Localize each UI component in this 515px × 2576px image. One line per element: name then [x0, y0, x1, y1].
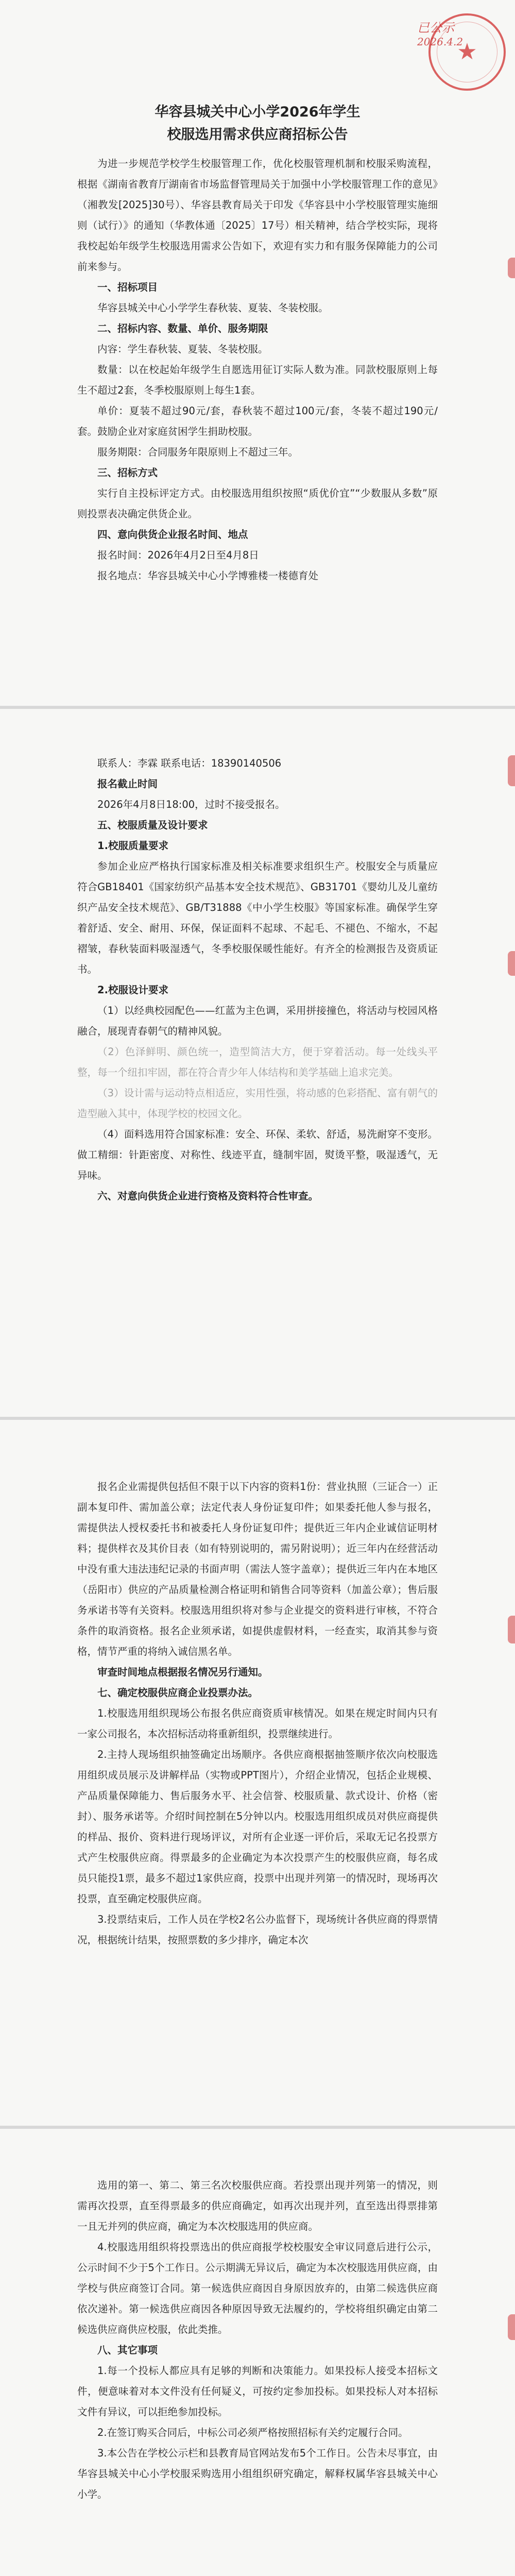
design-heading: 2.校服设计要求	[97, 984, 168, 996]
page-edge-mark	[508, 951, 515, 976]
materials-paragraph: 报名企业需提供包括但不限于以下内容的资料1份：营业执照（三证合一）正副本复印件、需加盖公章；法定代表人身份证复印件；如果委托他人参与报名，需提供法人授权委托书和被委托人身份证复印件；提供近三年内企业诚信证明材料；提供样衣及其价目表（如有特别说明的，需另附说明）；近三年内在经营活动中没有重大违法违纪记录的书面声明（需法人签字盖章）；提供近三年内在本地区（岳阳市）供应的产品质量检测合格证明和销售合同等资料（加盖公章）；售后服务承诺书等有关资料。校服选用组织将对参与企业提交的资料进行审核，不符合条件的取消资格。报名企业须承诺，如提供虚假材料，一经查实，取消其参与资格，情节严重的将纳入诚信黑名单。	[77, 1481, 438, 1657]
page-4-content	[77, 2175, 438, 2576]
voting-rule-3: 3.投票结束后，工作人员在学校2名公办监督下，现场统计各供应商的得票情况，根据统计结果，按照票数的多少排序，确定本次	[77, 1913, 438, 1946]
contact-line: 联系人：李霖 联系电话：18390140506	[97, 757, 282, 769]
section-5-heading: 五、校服质量及设计要求	[97, 819, 208, 831]
section-7-heading: 七、确定校服供应商企业投票办法。	[97, 1687, 259, 1699]
voting-rule-4: 4.校服选用组织将投票选出的供应商报学校校服安全审议同意后进行公示，公示时间不少于5个工作日。公示期满无异议后，确定为本次校服选用供应商，由学校与供应商签订合同。第一候选供应商因自身原因放弃的，由第二候选供应商依次递补。第一候选供应商因各种原因导致无法履约的，学校将组织确定由第二候选供应商供应校服，依此类推。	[77, 2241, 438, 2335]
official-seal: ★	[428, 13, 506, 91]
other-item-3: 3.本公告在学校公示栏和县教育局官网站发布5个工作日。公告未尽事宜，由华容县城关中心小学校服采购选用小组组织研究确定，解释权属华容县城关中心小学。	[77, 2447, 438, 2500]
intro-paragraph: 为进一步规范学校学生校服管理工作，优化校服管理机制和校服采购流程，根据《湖南省教育厅湖南省市场监督管理局关于加强中小学校服管理工作的意见》（湘教发[2025]30号）、华容县教育局关于印发《华容县中小学校服管理实施细则（试行）》的通知（华教体通〔2025〕17号）相关精神，结合学校实际，现将我校起始年级学生校服选用需求公告如下，欢迎有实力和有服务保障能力的公司前来参与。	[77, 158, 438, 273]
page-edge-mark	[508, 2314, 515, 2340]
design-item-2: （2）色泽鲜明、颜色统一，造型简洁大方，便于穿着活动。每一处线头平整，每一个纽扣牢固，都在符合青少年人体结构和美学基础上追求完美。	[77, 1046, 438, 1078]
quality-heading: 1.校服质量要求	[97, 840, 168, 852]
page-edge-mark	[508, 755, 515, 786]
design-item-4: （4）面料选用符合国家标准：安全、环保、柔软、舒适，易洗耐穿不变形。做工精细：针距密度、对称性、线迹平直，缝制牢固，熨烫平整，吸湿透气，无异味。	[77, 1128, 438, 1181]
voting-rule-1: 1.校服选用组织现场公布报名供应商资质审核情况。如果在规定时间内只有一家公司报名，本次招标活动将重新组织，投票继续进行。	[77, 1707, 438, 1740]
page-1-content	[77, 101, 438, 586]
page-edge-mark	[508, 1616, 515, 1643]
registration-time: 报名时间：2026年4月2日至4月8日	[97, 549, 259, 561]
section-2-heading: 二、招标内容、数量、单价、服务期限	[97, 323, 268, 334]
design-item-1: （1）以经典校园配色——红蓝为主色调，采用拼接撞色，将活动与校园风格融合，展现青春朝气的精神风貌。	[77, 1005, 438, 1037]
page-2-content	[77, 753, 438, 1207]
page-3	[0, 1420, 515, 2126]
deadline-heading: 报名截止时间	[97, 778, 158, 790]
page-3-content	[77, 1477, 438, 1951]
section-2-price: 单价：夏装不超过90元/套，春秋装不超过100元/套，冬装不超过190元/套。鼓励企业对家庭贫困学生捐助校服。	[77, 405, 438, 437]
section-1-body: 华容县城关中心小学学生春秋装、夏装、冬装校服。	[97, 302, 329, 314]
page-1	[0, 0, 515, 706]
section-4-heading: 四、意向供货企业报名时间、地点	[97, 529, 248, 540]
page-2	[0, 709, 515, 1417]
section-2-quantity: 数量：以在校起始年级学生自愿选用征订实际人数为准。同款校服原则上每生不超过2套，冬季校服原则上每生1套。	[77, 364, 438, 396]
quality-body: 参加企业应严格执行国家标准及相关标准要求组织生产。校服安全与质量应符合GB18401《国家纺织产品基本安全技术规范》、GB31701《婴幼儿及儿童纺织产品安全技术规范》、GB/T31888《中小学生校服》等国家标准。确保学生穿着舒适、安全、耐用、环保，保证面料不起球、不起毛、不褪色、不缩水，不起褶皱，春秋装面料吸湿透气，冬季校服保暖性能好。有齐全的检测报告及资质证书。	[77, 860, 438, 975]
deadline-body: 2026年4月8日18:00，过时不接受报名。	[97, 799, 285, 810]
other-item-1: 1.每一个投标人都应具有足够的判断和决策能力。如果投标人接受本招标文件，便意味着对本文件没有任何疑义，可按约定参加投标。如果投标人对本招标文件有异议，可以拒绝参加投标。	[77, 2365, 438, 2418]
doc-title-line2: 校服选用需求供应商招标公告	[167, 127, 348, 143]
voting-rule-2: 2.主持人现场组织抽签确定出场顺序。各供应商根据抽签顺序依次向校服选用组织成员展示及讲解样品（实物或PPT图片），介绍企业情况，包括企业规模、产品质量保障能力、售后服务水平、社会信誉、校服质量、款式设计、价格（密封）、服务承诺等。介绍时间控制在5分钟以内。校服选用组织成员对供应商提供的样品、报价、资料进行现场评议，对所有企业逐一评价后，采取无记名投票方式产生校服供应商。得票最多的企业确定为本次投票产生的校服供应商，每名成员只能投1票，最多不超过1家供应商，投票中出现并列第一的情况时，现场再次投票，直至确定校服供应商。	[77, 1749, 438, 1905]
ranking-paragraph: 选用的第一、第二、第三名次校服供应商。若投票出现并列第一的情况，则需再次投票，直至得票最多的供应商确定，如再次出现并列，直至选出得票排第一且无并列的供应商，确定为本次校服选用的供应商。	[77, 2179, 438, 2232]
section-3-heading: 三、招标方式	[97, 467, 158, 479]
design-item-3: （3）设计需与运动特点相适应，实用性强，将动感的色彩搭配、富有朝气的造型融入其中，体现学校的校园文化。	[77, 1087, 438, 1120]
registration-place: 报名地点：华容县城关中心小学博雅楼一楼德育处	[97, 570, 319, 582]
section-2-content: 内容：学生春秋装、夏装、冬装校服。	[97, 343, 268, 355]
section-6-heading: 六、对意向供货企业进行资格及资料符合性审查。	[97, 1190, 319, 1202]
handwritten-stamp-note: 已公示 2026.4.2	[417, 21, 464, 48]
page-4	[0, 2129, 515, 2576]
doc-title-line1: 华容县城关中心小学2026年学生	[154, 104, 360, 120]
section-8-heading: 八、其它事项	[97, 2344, 158, 2356]
other-item-2: 2.在签订购买合同后，中标公司必须严格按照招标有关约定履行合同。	[97, 2427, 408, 2438]
page-edge-mark	[508, 258, 515, 278]
review-heading: 审查时间地点根据报名情况另行通知。	[97, 1666, 268, 1678]
section-2-period: 服务期限：合同服务年限原则上不超过三年。	[97, 446, 299, 458]
section-3-body: 实行自主投标评定方式。由校服选用组织按照“质优价宜”“少数服从多数”原则投票表决确定供货企业。	[77, 487, 438, 520]
section-1-heading: 一、招标项目	[97, 281, 158, 293]
